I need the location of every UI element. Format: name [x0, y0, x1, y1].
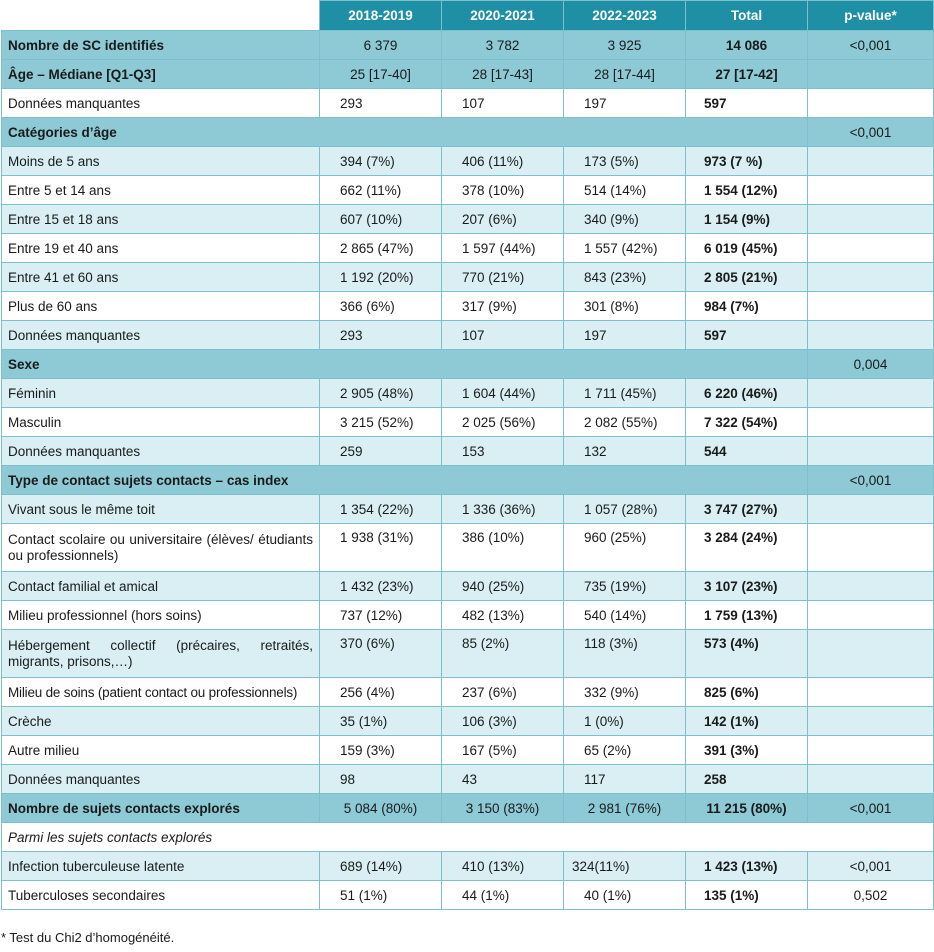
cell-2022-2023: 197	[564, 321, 686, 350]
row-label: Données manquantes	[2, 89, 320, 118]
cell-2020-2021: 3 782	[442, 31, 564, 60]
cell-p-value: <0,001	[808, 466, 934, 495]
column-header-p-value: p-value*	[808, 1, 934, 31]
cell-total: 391 (3%)	[686, 736, 808, 765]
cell-2020-2021: 85 (2%)	[442, 630, 564, 678]
cell-2022-2023: 960 (25%)	[564, 524, 686, 572]
cell-2020-2021: 378 (10%)	[442, 176, 564, 205]
row-label: Féminin	[2, 379, 320, 408]
column-header-total: Total	[686, 1, 808, 31]
table-row	[2, 852, 934, 881]
table-row	[2, 495, 934, 524]
cell-2022-2023: 324(11%)	[564, 852, 686, 881]
column-header-2022-2023: 2022-2023	[564, 1, 686, 31]
cell-2020-2021: 3 150 (83%)	[442, 794, 564, 823]
cell-p-value	[808, 89, 934, 118]
section-row	[2, 466, 934, 495]
cell-2020-2021: 106 (3%)	[442, 707, 564, 736]
header-row	[2, 1, 934, 31]
cell-2020-2021: 207 (6%)	[442, 205, 564, 234]
cell-2020-2021: 153	[442, 437, 564, 466]
header-blank-cell	[2, 1, 320, 31]
cell-p-value	[808, 408, 934, 437]
table-row	[2, 765, 934, 794]
cell-total: 597	[686, 321, 808, 350]
cell-total: 258	[686, 765, 808, 794]
cell-2020-2021: 482 (13%)	[442, 601, 564, 630]
cell-2020-2021: 317 (9%)	[442, 292, 564, 321]
cell-2020-2021: 44 (1%)	[442, 881, 564, 910]
cell-total: 1 423 (13%)	[686, 852, 808, 881]
cell-p-value: <0,001	[808, 794, 934, 823]
cell-2018-2019: 98	[320, 765, 442, 794]
row-label: Contact familial et amical	[2, 572, 320, 601]
cell-2018-2019: 662 (11%)	[320, 176, 442, 205]
cell-total: 544	[686, 437, 808, 466]
cell-2020-2021: 410 (13%)	[442, 852, 564, 881]
cell-2020-2021: 770 (21%)	[442, 263, 564, 292]
cell-2022-2023: 40 (1%)	[564, 881, 686, 910]
cell-2022-2023: 340 (9%)	[564, 205, 686, 234]
cell-2018-2019: 2 865 (47%)	[320, 234, 442, 263]
cell-total: 973 (7 %)	[686, 147, 808, 176]
cell-p-value	[808, 601, 934, 630]
cell-total: 3 284 (24%)	[686, 524, 808, 572]
cell-p-value	[808, 572, 934, 601]
section-label: Catégories d’âge	[2, 118, 808, 147]
row-label: Milieu de soins (patient contact ou professionnels)	[2, 678, 320, 707]
cell-2022-2023: 28 [17-44]	[564, 60, 686, 89]
row-label: Entre 19 et 40 ans	[2, 234, 320, 263]
row-label: Contact scolaire ou universitaire (élèves/ étudiants ou professionnels)	[2, 524, 320, 572]
cell-2020-2021: 1 336 (36%)	[442, 495, 564, 524]
cell-total: 1 154 (9%)	[686, 205, 808, 234]
footnote: * Test du Chi2 d’homogénéité.	[1, 930, 175, 945]
cell-p-value	[808, 205, 934, 234]
cell-2018-2019: 737 (12%)	[320, 601, 442, 630]
cell-2022-2023: 514 (14%)	[564, 176, 686, 205]
results-table	[1, 0, 934, 910]
cell-2018-2019: 394 (7%)	[320, 147, 442, 176]
cell-2022-2023: 65 (2%)	[564, 736, 686, 765]
cell-2022-2023: 197	[564, 89, 686, 118]
cell-2018-2019: 370 (6%)	[320, 630, 442, 678]
table-row	[2, 379, 934, 408]
cell-2020-2021: 43	[442, 765, 564, 794]
table-row	[2, 31, 934, 60]
cell-2022-2023: 1 (0%)	[564, 707, 686, 736]
cell-p-value	[808, 321, 934, 350]
cell-total: 597	[686, 89, 808, 118]
cell-2018-2019: 35 (1%)	[320, 707, 442, 736]
cell-p-value	[808, 292, 934, 321]
table-row	[2, 408, 934, 437]
cell-2022-2023: 1 057 (28%)	[564, 495, 686, 524]
column-header-2018-2019: 2018-2019	[320, 1, 442, 31]
row-label: Hébergement collectif (précaires, retraités, migrants, prisons,…)	[2, 630, 320, 678]
cell-2018-2019: 293	[320, 89, 442, 118]
cell-2018-2019: 2 905 (48%)	[320, 379, 442, 408]
row-label: Moins de 5 ans	[2, 147, 320, 176]
cell-2022-2023: 1 557 (42%)	[564, 234, 686, 263]
cell-2022-2023: 735 (19%)	[564, 572, 686, 601]
cell-2020-2021: 28 [17-43]	[442, 60, 564, 89]
cell-total: 573 (4%)	[686, 630, 808, 678]
table-row	[2, 60, 934, 89]
table-row	[2, 147, 934, 176]
table-row	[2, 205, 934, 234]
row-label: Plus de 60 ans	[2, 292, 320, 321]
cell-2018-2019: 25 [17-40]	[320, 60, 442, 89]
cell-2020-2021: 167 (5%)	[442, 736, 564, 765]
section-row	[2, 118, 934, 147]
table-row	[2, 321, 934, 350]
row-label: Autre milieu	[2, 736, 320, 765]
cell-2020-2021: 940 (25%)	[442, 572, 564, 601]
cell-2018-2019: 259	[320, 437, 442, 466]
table-row	[2, 794, 934, 823]
cell-2022-2023: 2 981 (76%)	[564, 794, 686, 823]
column-header-2020-2021: 2020-2021	[442, 1, 564, 31]
cell-total: 984 (7%)	[686, 292, 808, 321]
row-label: Entre 41 et 60 ans	[2, 263, 320, 292]
row-label: Nombre de SC identifiés	[2, 31, 320, 60]
cell-p-value	[808, 147, 934, 176]
cell-2018-2019: 607 (10%)	[320, 205, 442, 234]
cell-p-value	[808, 707, 934, 736]
cell-2022-2023: 132	[564, 437, 686, 466]
table-row	[2, 263, 934, 292]
cell-total: 3 107 (23%)	[686, 572, 808, 601]
cell-total: 3 747 (27%)	[686, 495, 808, 524]
cell-2018-2019: 1 938 (31%)	[320, 524, 442, 572]
cell-2022-2023: 1 711 (45%)	[564, 379, 686, 408]
table-row	[2, 601, 934, 630]
section-row	[2, 350, 934, 379]
row-label: Entre 15 et 18 ans	[2, 205, 320, 234]
section-label: Type de contact sujets contacts – cas index	[2, 466, 808, 495]
cell-2022-2023: 117	[564, 765, 686, 794]
cell-2022-2023: 332 (9%)	[564, 678, 686, 707]
cell-p-value: <0,001	[808, 852, 934, 881]
row-label: Données manquantes	[2, 765, 320, 794]
cell-2018-2019: 689 (14%)	[320, 852, 442, 881]
cell-p-value	[808, 379, 934, 408]
cell-2018-2019: 1 354 (22%)	[320, 495, 442, 524]
cell-p-value	[808, 495, 934, 524]
cell-2018-2019: 51 (1%)	[320, 881, 442, 910]
row-label: Données manquantes	[2, 437, 320, 466]
row-label: Milieu professionnel (hors soins)	[2, 601, 320, 630]
row-label: Nombre de sujets contacts explorés	[2, 794, 320, 823]
cell-p-value	[808, 524, 934, 572]
table-row	[2, 234, 934, 263]
table-row	[2, 176, 934, 205]
cell-2018-2019: 5 084 (80%)	[320, 794, 442, 823]
cell-2018-2019: 1 432 (23%)	[320, 572, 442, 601]
table-row	[2, 292, 934, 321]
cell-2018-2019: 293	[320, 321, 442, 350]
cell-2018-2019: 1 192 (20%)	[320, 263, 442, 292]
row-label: Masculin	[2, 408, 320, 437]
cell-p-value: 0,004	[808, 350, 934, 379]
cell-2020-2021: 386 (10%)	[442, 524, 564, 572]
cell-2022-2023: 173 (5%)	[564, 147, 686, 176]
cell-2022-2023: 3 925	[564, 31, 686, 60]
cell-2020-2021: 107	[442, 321, 564, 350]
cell-p-value	[808, 678, 934, 707]
cell-total: 6 019 (45%)	[686, 234, 808, 263]
row-label: Infection tuberculeuse latente	[2, 852, 320, 881]
table-row	[2, 89, 934, 118]
table-row	[2, 437, 934, 466]
cell-p-value: <0,001	[808, 31, 934, 60]
table-row	[2, 630, 934, 678]
cell-2018-2019: 256 (4%)	[320, 678, 442, 707]
cell-p-value	[808, 234, 934, 263]
cell-p-value: <0,001	[808, 118, 934, 147]
row-label: Âge – Médiane [Q1-Q3]	[2, 60, 320, 89]
cell-2020-2021: 2 025 (56%)	[442, 408, 564, 437]
cell-total: 27 [17-42]	[686, 60, 808, 89]
cell-p-value	[808, 263, 934, 292]
cell-p-value	[808, 630, 934, 678]
cell-2022-2023: 2 082 (55%)	[564, 408, 686, 437]
cell-p-value	[808, 765, 934, 794]
subheading-label: Parmi les sujets contacts explorés	[2, 823, 934, 852]
cell-2018-2019: 6 379	[320, 31, 442, 60]
cell-2020-2021: 107	[442, 89, 564, 118]
cell-2022-2023: 540 (14%)	[564, 601, 686, 630]
cell-2018-2019: 366 (6%)	[320, 292, 442, 321]
cell-total: 1 554 (12%)	[686, 176, 808, 205]
cell-2020-2021: 1 604 (44%)	[442, 379, 564, 408]
cell-total: 142 (1%)	[686, 707, 808, 736]
cell-p-value	[808, 437, 934, 466]
table-row	[2, 524, 934, 572]
cell-total: 135 (1%)	[686, 881, 808, 910]
row-label: Données manquantes	[2, 321, 320, 350]
cell-2018-2019: 3 215 (52%)	[320, 408, 442, 437]
table-row	[2, 572, 934, 601]
table-row	[2, 881, 934, 910]
cell-total: 14 086	[686, 31, 808, 60]
cell-2020-2021: 1 597 (44%)	[442, 234, 564, 263]
cell-total: 7 322 (54%)	[686, 408, 808, 437]
cell-2022-2023: 843 (23%)	[564, 263, 686, 292]
cell-total: 1 759 (13%)	[686, 601, 808, 630]
subheading-row	[2, 823, 934, 852]
cell-2018-2019: 159 (3%)	[320, 736, 442, 765]
cell-2020-2021: 237 (6%)	[442, 678, 564, 707]
table-row	[2, 678, 934, 707]
cell-2022-2023: 301 (8%)	[564, 292, 686, 321]
cell-2020-2021: 406 (11%)	[442, 147, 564, 176]
table-row	[2, 736, 934, 765]
row-label: Crèche	[2, 707, 320, 736]
cell-total: 11 215 (80%)	[686, 794, 808, 823]
row-label: Vivant sous le même toit	[2, 495, 320, 524]
cell-2022-2023: 118 (3%)	[564, 630, 686, 678]
cell-total: 2 805 (21%)	[686, 263, 808, 292]
section-label: Sexe	[2, 350, 808, 379]
row-label: Tuberculoses secondaires	[2, 881, 320, 910]
cell-p-value	[808, 736, 934, 765]
table-row	[2, 707, 934, 736]
cell-total: 825 (6%)	[686, 678, 808, 707]
cell-p-value	[808, 176, 934, 205]
row-label: Entre 5 et 14 ans	[2, 176, 320, 205]
cell-p-value	[808, 60, 934, 89]
cell-p-value: 0,502	[808, 881, 934, 910]
cell-total: 6 220 (46%)	[686, 379, 808, 408]
